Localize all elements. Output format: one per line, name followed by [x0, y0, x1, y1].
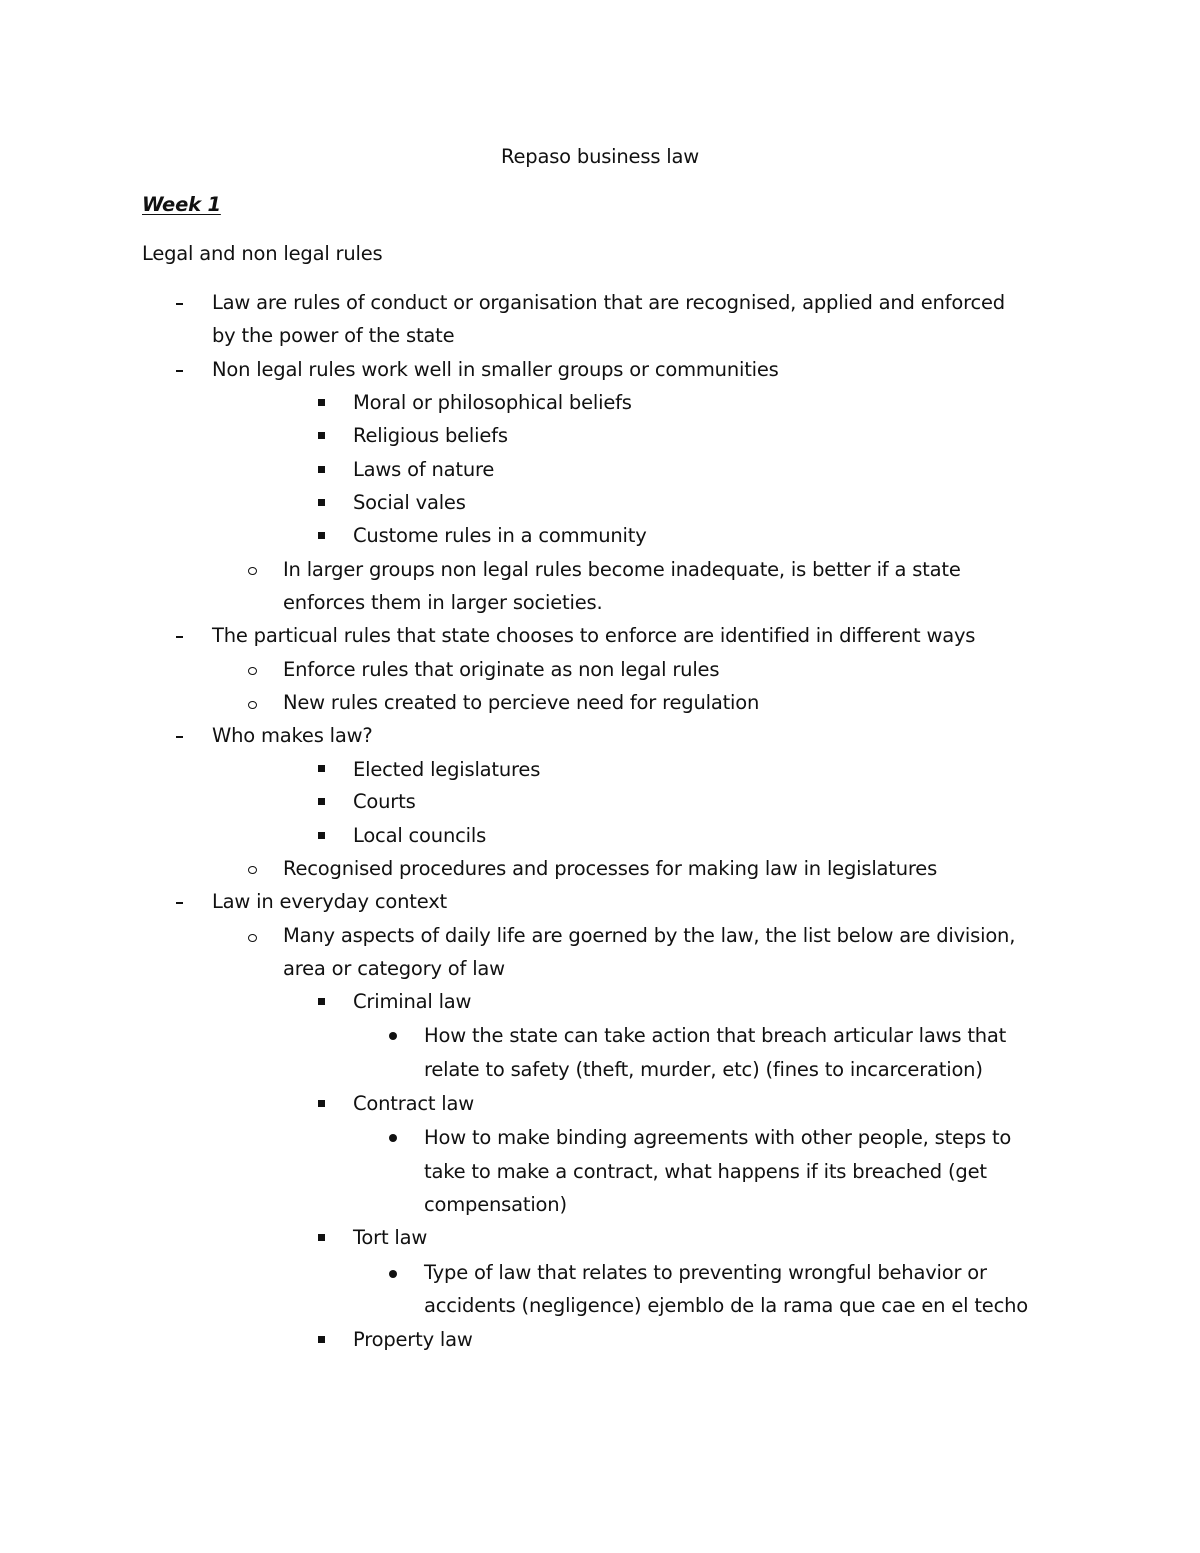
dash-bullet-icon — [176, 636, 183, 638]
list-item: New rules created to percieve need for regulation — [283, 691, 760, 714]
list-item: Laws of nature — [353, 458, 495, 481]
square-bullet-icon — [318, 466, 325, 473]
dash-bullet-icon — [176, 370, 183, 372]
list-item: accidents (negligence) ejemblo de la rama que cae en el techo — [424, 1294, 1028, 1317]
circle-bullet-icon — [248, 667, 257, 675]
week-heading: Week 1 — [142, 193, 221, 216]
list-item: area or category of law — [283, 957, 505, 980]
list-item: Type of law that relates to preventing wrongful behavior or — [424, 1261, 987, 1284]
list-item: How the state can take action that breach articular laws that — [424, 1024, 1007, 1047]
square-bullet-icon — [318, 532, 325, 539]
list-item: The particual rules that state chooses to enforce are identified in different ways — [212, 624, 976, 647]
list-item: Property law — [353, 1328, 473, 1351]
list-item: Moral or philosophical beliefs — [353, 391, 632, 414]
square-bullet-icon — [318, 1100, 325, 1107]
list-item: Custome rules in a community — [353, 524, 647, 547]
square-bullet-icon — [318, 832, 325, 839]
list-item: Non legal rules work well in smaller groups or communities — [212, 358, 779, 381]
list-item: Criminal law — [353, 990, 472, 1013]
list-item: Social vales — [353, 491, 466, 514]
list-item: Local councils — [353, 824, 487, 847]
dash-bullet-icon — [176, 303, 183, 305]
square-bullet-icon — [318, 1234, 325, 1241]
section-heading: Legal and non legal rules — [142, 242, 383, 265]
list-item: Contract law — [353, 1092, 474, 1115]
list-item: Religious beliefs — [353, 424, 508, 447]
list-item: Many aspects of daily life are goerned by the law, the list below are division, — [283, 924, 1016, 947]
page-title: Repaso business law — [501, 145, 699, 168]
dot-bullet-icon — [389, 1270, 397, 1278]
square-bullet-icon — [318, 1336, 325, 1343]
list-item: by the power of the state — [212, 324, 455, 347]
circle-bullet-icon — [248, 567, 257, 575]
list-item: Who makes law? — [212, 724, 373, 747]
circle-bullet-icon — [248, 701, 257, 709]
square-bullet-icon — [318, 499, 325, 506]
circle-bullet-icon — [248, 866, 257, 874]
list-item: relate to safety (theft, murder, etc) (fines to incarceration) — [424, 1058, 983, 1081]
square-bullet-icon — [318, 399, 325, 406]
list-item: Tort law — [353, 1226, 428, 1249]
list-item: take to make a contract, what happens if its breached (get — [424, 1160, 987, 1183]
list-item: In larger groups non legal rules become inadequate, is better if a state — [283, 558, 961, 581]
square-bullet-icon — [318, 765, 325, 772]
list-item: enforces them in larger societies. — [283, 591, 603, 614]
list-item: compensation) — [424, 1193, 567, 1216]
dash-bullet-icon — [176, 736, 183, 738]
dash-bullet-icon — [176, 902, 183, 904]
dot-bullet-icon — [389, 1032, 397, 1040]
list-item: Law in everyday context — [212, 890, 447, 913]
list-item: Recognised procedures and processes for making law in legislatures — [283, 857, 938, 880]
list-item: Enforce rules that originate as non legal rules — [283, 658, 720, 681]
circle-bullet-icon — [248, 934, 257, 942]
list-item: Law are rules of conduct or organisation that are recognised, applied and enforced — [212, 291, 1005, 314]
list-item: How to make binding agreements with other people, steps to — [424, 1126, 1012, 1149]
list-item: Courts — [353, 790, 416, 813]
list-item: Elected legislatures — [353, 758, 541, 781]
square-bullet-icon — [318, 998, 325, 1005]
square-bullet-icon — [318, 432, 325, 439]
square-bullet-icon — [318, 798, 325, 805]
dot-bullet-icon — [389, 1134, 397, 1142]
